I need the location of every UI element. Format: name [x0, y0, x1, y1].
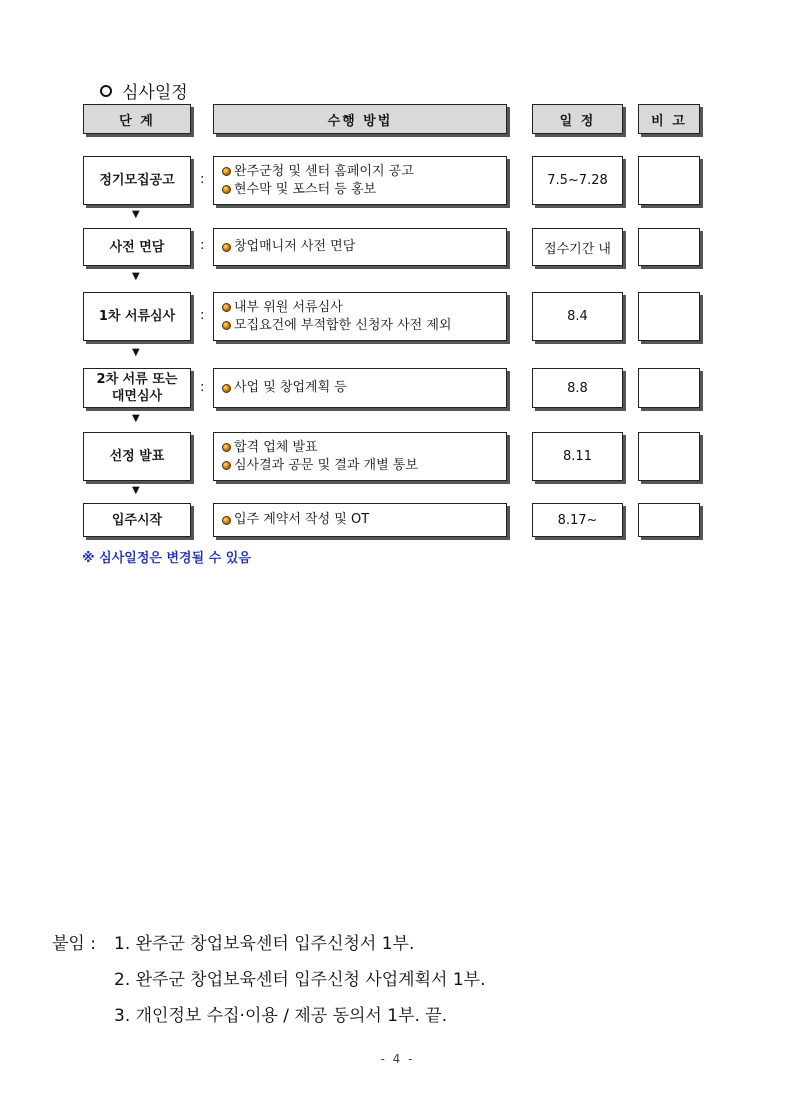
bullet-icon: [222, 243, 231, 252]
bullet-icon: [222, 443, 231, 452]
bullet-icon: [222, 167, 231, 176]
note-box: [638, 368, 700, 408]
note-box: [638, 432, 700, 481]
attachment-item: 1. 완주군 창업보육센터 입주신청서 1부.: [114, 934, 415, 954]
date-box: 접수기간 내: [532, 228, 623, 266]
down-arrow-icon: ▼: [132, 485, 140, 496]
down-arrow-icon: ▼: [132, 209, 140, 220]
stage-text: 대면심사: [111, 389, 163, 404]
note-box: [638, 292, 700, 341]
bullet-icon: [222, 461, 231, 470]
colon-separator: :: [200, 238, 205, 253]
method-item: [222, 317, 506, 335]
method-box: [213, 432, 507, 481]
date-box: 8.4: [532, 292, 623, 341]
method-box: [213, 503, 507, 537]
down-arrow-icon: ▼: [132, 413, 140, 424]
stage-box: 정기모집공고: [83, 156, 191, 205]
attachment-item: 2. 완주군 창업보육센터 입주신청 사업계획서 1부.: [114, 970, 486, 990]
date-box: 8.17~: [532, 503, 623, 537]
bullet-icon: [222, 516, 231, 525]
stage-box: 1차 서류심사: [83, 292, 191, 341]
method-item: [222, 238, 506, 256]
stage-box: 사전 면담: [83, 228, 191, 266]
down-arrow-icon: ▼: [132, 347, 140, 358]
bullet-icon: [222, 384, 231, 393]
section-title-text: 심사일정: [122, 83, 188, 103]
stage-text: 2차 서류 또는: [96, 372, 178, 387]
method-text: 합격 업체 발표: [234, 439, 318, 455]
header-date: 일 정: [532, 104, 623, 134]
schedule-footnote: ※ 심사일정은 변경될 수 있음: [82, 551, 251, 566]
colon-separator: :: [200, 172, 205, 187]
method-text: 완주군청 및 센터 홈페이지 공고: [234, 163, 414, 179]
stage-box: 입주시작: [83, 503, 191, 537]
attachment-label: 붙임 :: [52, 934, 96, 954]
method-text: 내부 위원 서류심사: [234, 299, 343, 315]
method-item: [222, 163, 506, 181]
date-box: 8.8: [532, 368, 623, 408]
down-arrow-icon: ▼: [132, 271, 140, 282]
bullet-icon: [222, 321, 231, 330]
header-stage: 단 계: [83, 104, 191, 134]
method-box: [213, 228, 507, 266]
date-box: 7.5~7.28: [532, 156, 623, 205]
note-box: [638, 228, 700, 266]
method-item: [222, 439, 506, 457]
method-box: [213, 368, 507, 408]
colon-separator: :: [200, 380, 205, 395]
method-item: [222, 457, 506, 475]
method-box: [213, 292, 507, 341]
date-box: 8.11: [532, 432, 623, 481]
page-number: - 4 -: [380, 1052, 415, 1066]
colon-separator: :: [200, 308, 205, 323]
bullet-icon: [222, 185, 231, 194]
method-text: 사업 및 창업계획 등: [234, 380, 347, 395]
method-text: 현수막 및 포스터 등 홍보: [234, 181, 377, 197]
method-text: 심사결과 공문 및 결과 개별 통보: [234, 457, 418, 473]
note-box: [638, 156, 700, 205]
method-item: [222, 181, 506, 199]
method-text: 모집요건에 부적합한 신청자 사전 제외: [234, 317, 452, 333]
section-title: [100, 78, 188, 103]
method-box: [213, 156, 507, 205]
bullet-icon: [222, 303, 231, 312]
circle-bullet-icon: [100, 85, 112, 97]
note-box: [638, 503, 700, 537]
method-text: 창업매니저 사전 면담: [234, 239, 356, 254]
method-item: [222, 299, 506, 317]
stage-box: 선정 발표: [83, 432, 191, 481]
header-method: 수행 방법: [213, 104, 507, 134]
header-note: 비 고: [638, 104, 700, 134]
method-item: [222, 511, 506, 529]
stage-box: [83, 368, 191, 408]
attachment-item: 3. 개인정보 수집·이용 / 제공 동의서 1부. 끝.: [114, 1006, 448, 1026]
method-item: [222, 379, 506, 397]
method-text: 입주 계약서 작성 및 OT: [234, 512, 370, 527]
